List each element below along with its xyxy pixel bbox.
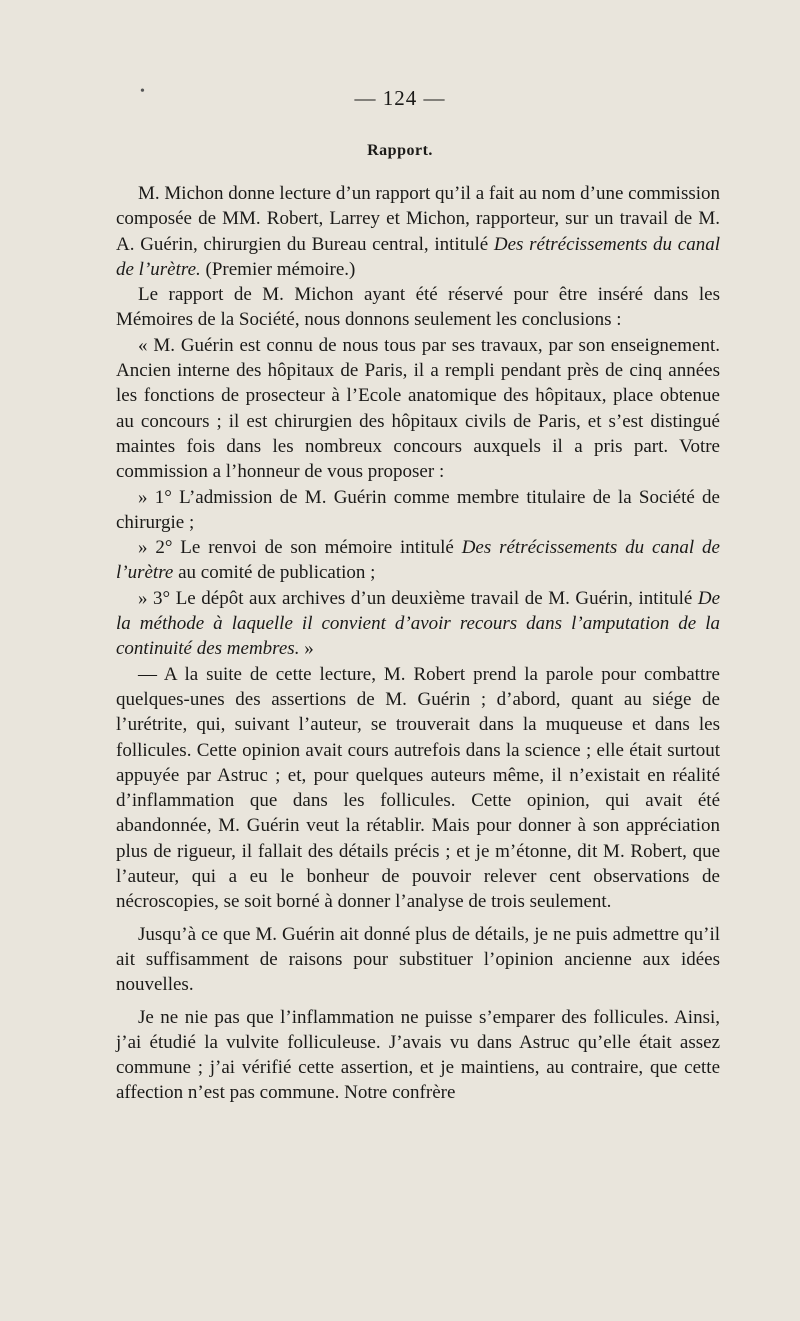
paragraph [116, 586, 720, 662]
text-run: » 3° Le dépôt aux archives d’un deuxième travail de M. Guérin, intitulé [138, 587, 698, 609]
paragraph [116, 922, 720, 998]
paragraph [116, 1005, 720, 1106]
italic-title: Des rétrécissements du canal de l’urètre. [116, 233, 720, 280]
paragraph [116, 662, 720, 915]
text-run: Le rapport de M. Michon ayant été réservé pour être inséré dans les Mémoires de la Société, nous donnons seulement les conclusions : [116, 284, 720, 331]
text-run: au comité de publication ; [173, 562, 376, 584]
italic-title: Des rétrécissements du canal de l’urètre [116, 537, 720, 584]
section-heading: Rapport. [367, 142, 433, 159]
text-run: » [299, 638, 314, 660]
paragraph [116, 181, 720, 282]
paragraph [116, 535, 720, 586]
paragraph [116, 282, 720, 333]
text-run: — A la suite de cette lecture, M. Robert prend la parole pour combattre quelques-unes des assertions de M. Guérin ; d’abord, quant au siége de l’urétrite, qui, suivant l’auteur, se trouverait dans la muqueuse et dans les follicules. Cette opinion avait cours autrefois dans la science ; elle était surtout appuyée par Astruc ; et, pour quelques auteurs même, il n’existait en réalité d’inflammation que dans les follicules. Cette opinion, qui avait été abandonnée, M. Guérin veut la rétablir. Mais pour donner à son appréciation plus de rigueur, il fallait des détails précis ; et je m’étonne, dit M. Robert, que l’auteur, qui a eu le bonheur de pouvoir relever cent observations de nécroscopies, se soit borné à donner l’analyse de trois seulement. [116, 663, 720, 913]
text-run: M. Michon donne lecture d’un rapport qu’il a fait au nom d’une commission composée de MM. Robert, Larrey et Michon, rapporteur, sur un travail de M. A. Guérin, chirurgien du Bureau central, intitulé [116, 183, 721, 255]
text-run: « M. Guérin est connu de nous tous par ses travaux, par son enseignement. Ancien interne des hôpitaux de Paris, il a rempli pendant près de cinq années les fonctions de prosecteur à l’Ecole anatomique des hôpitaux, place obtenue au concours ; il est chirurgien des hôpitaux civils de Paris, et s’est distingué maintes fois dans les nombreux concours auxquels il a pris part. Votre commission a l’honneur de vous proposer : [116, 334, 720, 483]
stray-mark: • [140, 84, 145, 99]
italic-title: De la méthode à laquelle il convient d’avoir recours dans l’amputation de la continuité des membres. [116, 587, 720, 660]
text-run: (Premier mémoire.) [200, 258, 356, 280]
paragraph [116, 333, 720, 485]
text-run: » 2° Le renvoi de son mémoire intitulé [138, 537, 462, 559]
page-number: — 124 — [354, 86, 446, 110]
paragraph [116, 485, 720, 536]
body-text [116, 181, 720, 1106]
text-run: Jusqu’à ce que M. Guérin ait donné plus de détails, je ne puis admettre qu’il ait suffisamment de raisons pour substituer l’opinion ancienne aux idées nouvelles. [116, 923, 720, 996]
text-run: » 1° L’admission de M. Guérin comme membre titulaire de la Société de chirurgie ; [116, 486, 720, 533]
text-run: Je ne nie pas que l’inflammation ne puisse s’emparer des follicules. Ainsi, j’ai étudié la vulvite folliculeuse. J’avais vu dans Astruc qu’elle était assez commune ; j’ai vérifié cette assertion, et je maintiens, au contraire, que cette affection n’est pas commune. Notre confrère [116, 1006, 720, 1104]
